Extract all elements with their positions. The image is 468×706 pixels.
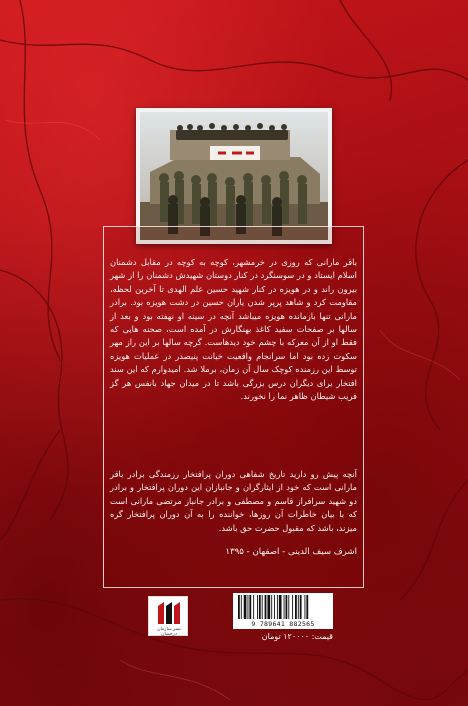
soldiers-war-photo [140, 112, 328, 240]
synopsis-paragraph-1: باقر مارانی که روزی در خرمشهر، کوچه به کوچه در مقابل دشمنان اسلام ایستاد و در سوسنگرد در کنار دوستان شهیدش دشمنان را از شهر بیرون راند و در هویزه در کنار شهید حسین علم الهدی تا آخرین لحظه، مقاومت کرد و شاهد پرپر شدن یاران حسین در دشت هویزه بود. برادر مارانی تنها بازمانده هویزه میباشد آنچه در سینه او نهفته بود و بعد از سالها بر صفحات سفید کاغذ بهنگارش در آمده است، صحنه هایی که فقط او از آن معرکه با چشم خود دیدهاست. گرچه سالها بر این راز مهر سکوت زده بود اما سرانجام واقعیت خیانت پنیصدر در عملیات هویزه توسط این رزمنده کوچک سال آن زمان، برملا شد. امیدوارم که این سند افتخار برای دیگران درس بزرگی باشد تا در میدان جهاد بانفس هر گز فریب شیطان ظاهر نما را نخورند. [110, 257, 357, 402]
publisher-name: نشر سازمان درخشان [157, 627, 181, 637]
barcode-bars [236, 595, 330, 619]
author-signature: اشرف سیف الدینی - اصفهان - ۱۳۹۵ [225, 547, 357, 557]
isbn-barcode [233, 593, 333, 629]
cover-photo-frame [136, 108, 332, 244]
publisher-logo [148, 596, 188, 636]
price-label: قیمت: ۱۲۰۰۰۰ تومان [261, 632, 333, 641]
synopsis-paragraph-2: آنچه پیش رو دارید تاریخ شفاهی دوران پرافتخار رزمندگی برادر باقر مارانی است که خود از ایثارگران و جانبازان این دوران پرافتخار و برادر دو شهید سرافراز قاسم و مصطفی و برادر جانباز مرتضی مارانی است که با بیان خاطرات آن روزها، خواننده را به آن دوران پرافتخار گره میزند، باشد که مقبول حضرت حق باشد. [110, 469, 357, 533]
publisher-emblem-icon [154, 600, 184, 626]
isbn-number: 9 789641 882565 [251, 620, 315, 628]
